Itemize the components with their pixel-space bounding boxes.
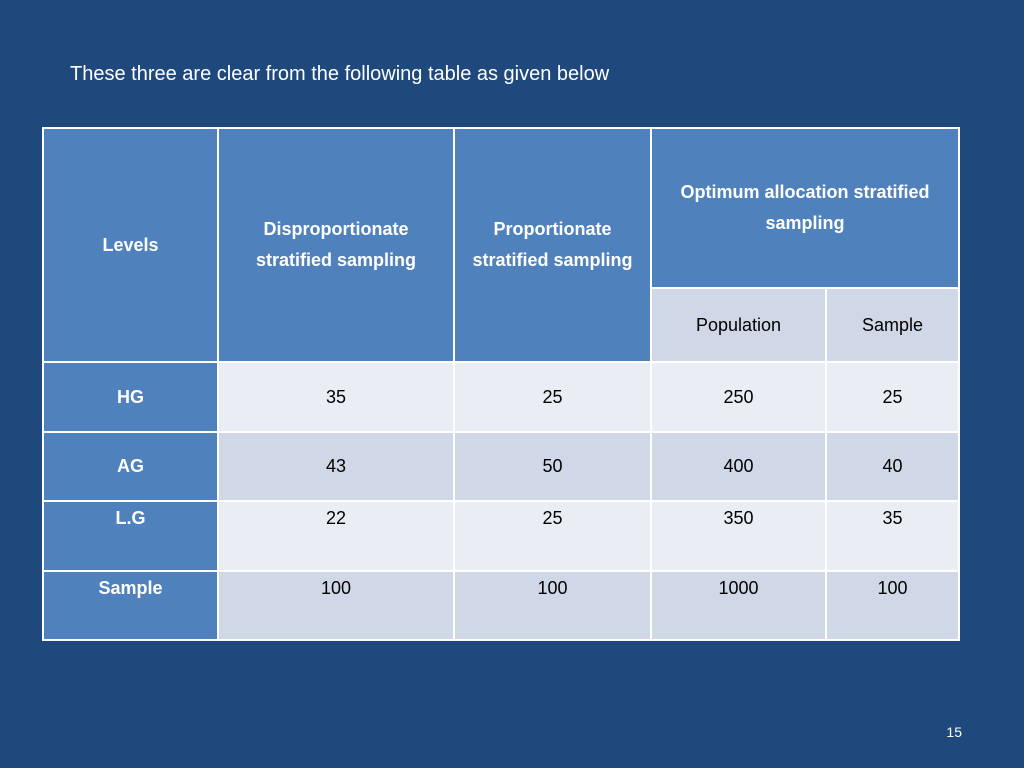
cell-population: 1000 [651, 571, 826, 640]
table-row [43, 362, 959, 432]
header-proportionate: Proportionate stratified sampling [454, 128, 651, 362]
row-level: AG [43, 432, 218, 501]
row-level: L.G [43, 501, 218, 571]
cell-proportionate: 25 [454, 501, 651, 571]
cell-sample: 35 [826, 501, 959, 571]
slide-intro-text: These three are clear from the following table as given below [70, 63, 610, 85]
cell-disproportionate: 35 [218, 362, 454, 432]
header-disproportionate: Disproportionate stratified sampling [218, 128, 454, 362]
table-row [43, 571, 959, 640]
cell-disproportionate: 100 [218, 571, 454, 640]
table-row [43, 432, 959, 501]
header-optimum: Optimum allocation stratified sampling [651, 128, 959, 288]
row-level: Sample [43, 571, 218, 640]
cell-disproportionate: 22 [218, 501, 454, 571]
cell-sample: 100 [826, 571, 959, 640]
cell-disproportionate: 43 [218, 432, 454, 501]
cell-sample: 25 [826, 362, 959, 432]
row-level: HG [43, 362, 218, 432]
sampling-allocation-table [42, 127, 960, 641]
header-sample: Sample [826, 288, 959, 362]
cell-population: 350 [651, 501, 826, 571]
cell-proportionate: 25 [454, 362, 651, 432]
cell-population: 400 [651, 432, 826, 501]
page-number: 15 [946, 724, 962, 740]
header-levels: Levels [43, 128, 218, 362]
cell-proportionate: 100 [454, 571, 651, 640]
header-population: Population [651, 288, 826, 362]
cell-population: 250 [651, 362, 826, 432]
cell-proportionate: 50 [454, 432, 651, 501]
cell-sample: 40 [826, 432, 959, 501]
table-row [43, 501, 959, 571]
